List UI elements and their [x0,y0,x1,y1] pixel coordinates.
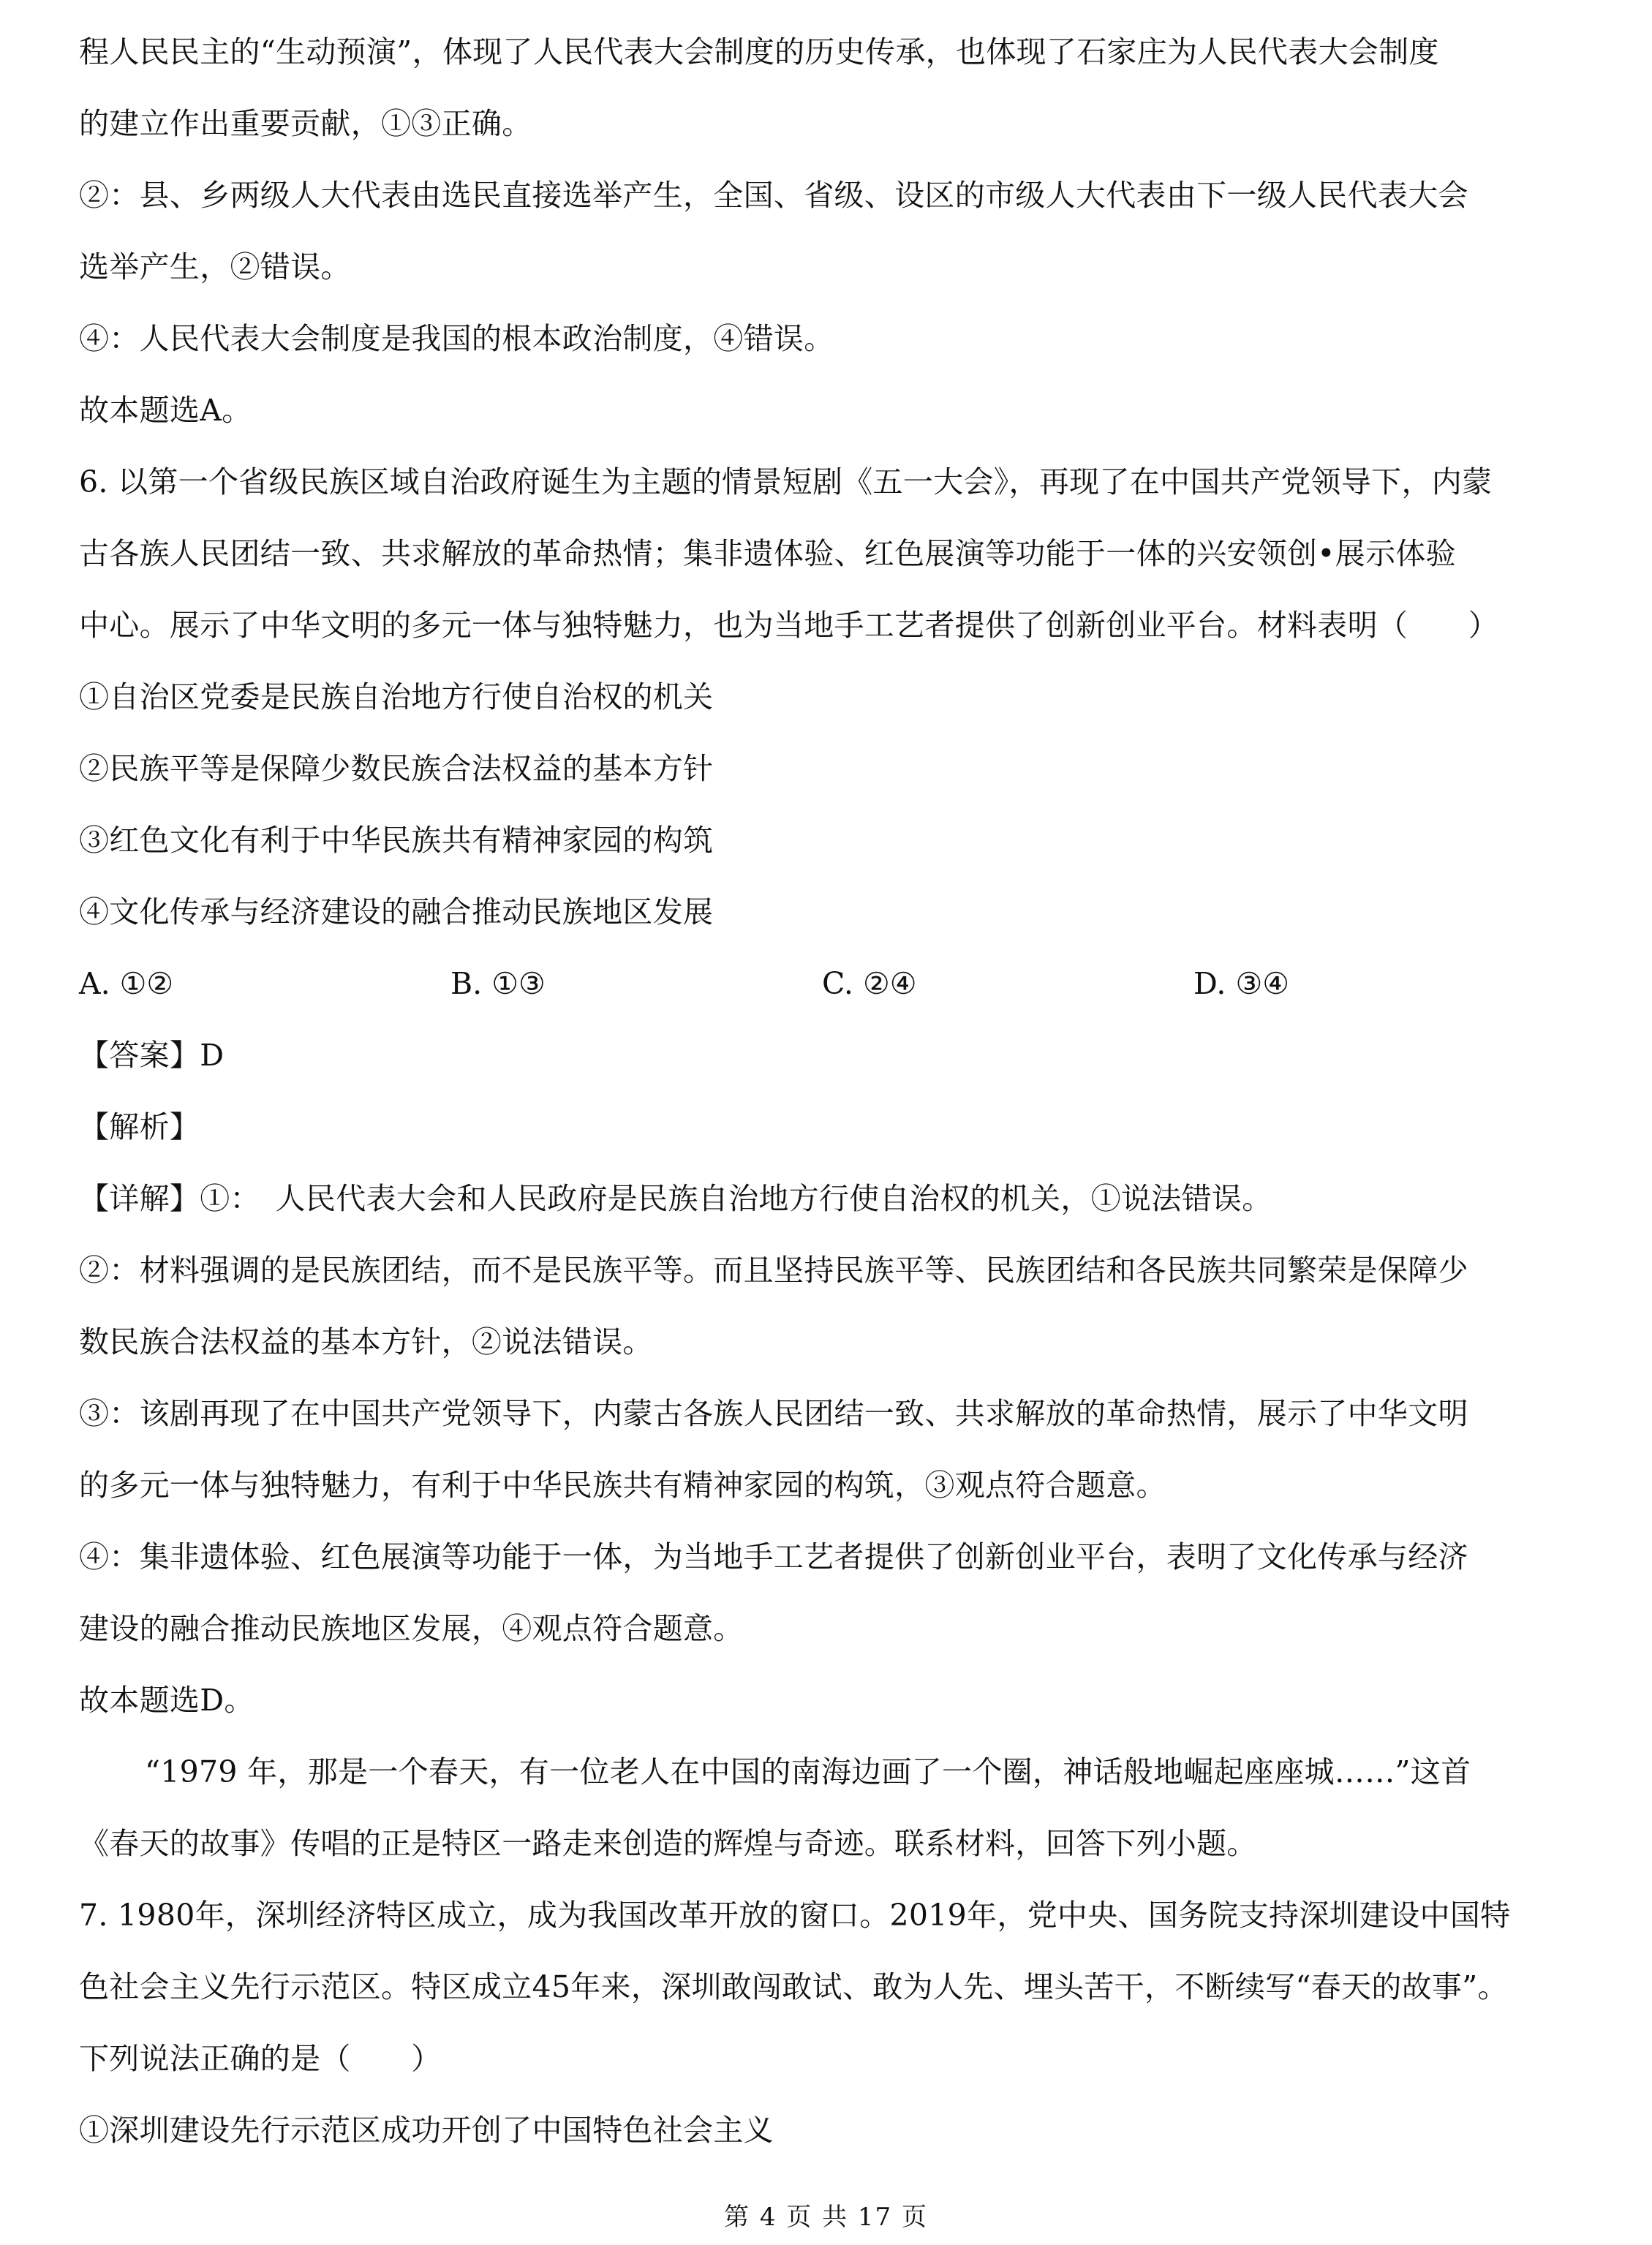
question-6-statement-2: ②民族平等是保障少数民族合法权益的基本方针 [79,751,714,786]
material-intro: “1979 年，那是一个春天，有一位老人在中国的南海边画了一个圈，神话般地崛起座座城……”这首 [145,1754,1471,1789]
paragraph-line: ②：县、乡两级人大代表由选民直接选举产生，全国、省级、设区的市级人大代表由下一级人民代表大会 [79,178,1468,213]
question-7-stem: 色社会主义先行示范区。特区成立45年来，深圳敢闯敢试、敢为人先、埋头苦干，不断续写“春天的故事”。 [79,1969,1508,2004]
analysis-heading: 【解析】 [79,1109,200,1144]
question-7-stem: 7. 1980年，深圳经济特区成立，成为我国改革开放的窗口。2019年，党中央、国务院支持深圳建设中国特 [79,1898,1511,1933]
detail-line: ③：该剧再现了在中国共产党领导下，内蒙古各族人民团结一致、共求解放的革命热情，展示了中华文明 [79,1396,1468,1431]
document-body [79,16,1578,2166]
option-c: C. ②④ [822,966,917,1001]
question-6-statement-4: ④文化传承与经济建设的融合推动民族地区发展 [79,894,714,929]
question-6-statement-3: ③红色文化有利于中华民族共有精神家园的构筑 [79,823,714,858]
page-number: 第 4 页 共 17 页 [724,2203,928,2232]
question-6-stem: 古各族人民团结一致、共求解放的革命热情；集非遗体验、红色展演等功能于一体的兴安领创•展示体验 [79,536,1456,571]
option-d: D. ③④ [1193,966,1289,1001]
question-6-stem: 6. 以第一个省级民族区域自治政府诞生为主题的情景短剧《五一大会》，再现了在中国共产党领导下，内蒙 [79,464,1493,499]
paragraph-line: 选举产生，②错误。 [79,249,351,284]
conclusion-line: 故本题选A。 [79,393,252,428]
detail-line: 建设的融合推动民族地区发展，④观点符合题意。 [79,1611,744,1646]
question-6-options [79,948,1578,1019]
question-7-statement-1: ①深圳建设先行示范区成功开创了中国特色社会主义 [79,2113,774,2148]
detail-line: ④：集非遗体验、红色展演等功能于一体，为当地手工艺者提供了创新创业平台，表明了文化传承与经济 [79,1539,1468,1574]
paragraph-line: 的建立作出重要贡献，①③正确。 [79,106,532,141]
paragraph-line: ④：人民代表大会制度是我国的根本政治制度，④错误。 [79,321,834,356]
detail-line: 【详解】①： 人民代表大会和人民政府是民族自治地方行使自治权的机关，①说法错误。 [79,1181,1272,1216]
paragraph-line: 程人民民主的“生动预演”，体现了人民代表大会制度的历史传承，也体现了石家庄为人民代表大会制度 [79,34,1439,69]
question-6-stem: 中心。展示了中华文明的多元一体与独特魅力，也为当地手工艺者提供了创新创业平台。材料表明（ ） [79,608,1499,643]
material-intro: 《春天的故事》传唱的正是特区一路走来创造的辉煌与奇迹。联系材料，回答下列小题。 [79,1826,1257,1861]
conclusion-line: 故本题选D。 [79,1683,254,1718]
question-6-statement-1: ①自治区党委是民族自治地方行使自治权的机关 [79,679,714,714]
option-b: B. ①③ [450,966,546,1001]
detail-line: 的多元一体与独特魅力，有利于中华民族共有精神家园的构筑，③观点符合题意。 [79,1468,1166,1503]
option-a: A. ①② [79,966,174,1001]
answer-line: 【答案】D [79,1038,225,1073]
detail-line: 数民族合法权益的基本方针，②说法错误。 [79,1324,653,1359]
question-7-stem: 下列说法正确的是（ ） [79,2041,442,2076]
detail-line: ②：材料强调的是民族团结，而不是民族平等。而且坚持民族平等、民族团结和各民族共同繁荣是保障少 [79,1253,1468,1288]
